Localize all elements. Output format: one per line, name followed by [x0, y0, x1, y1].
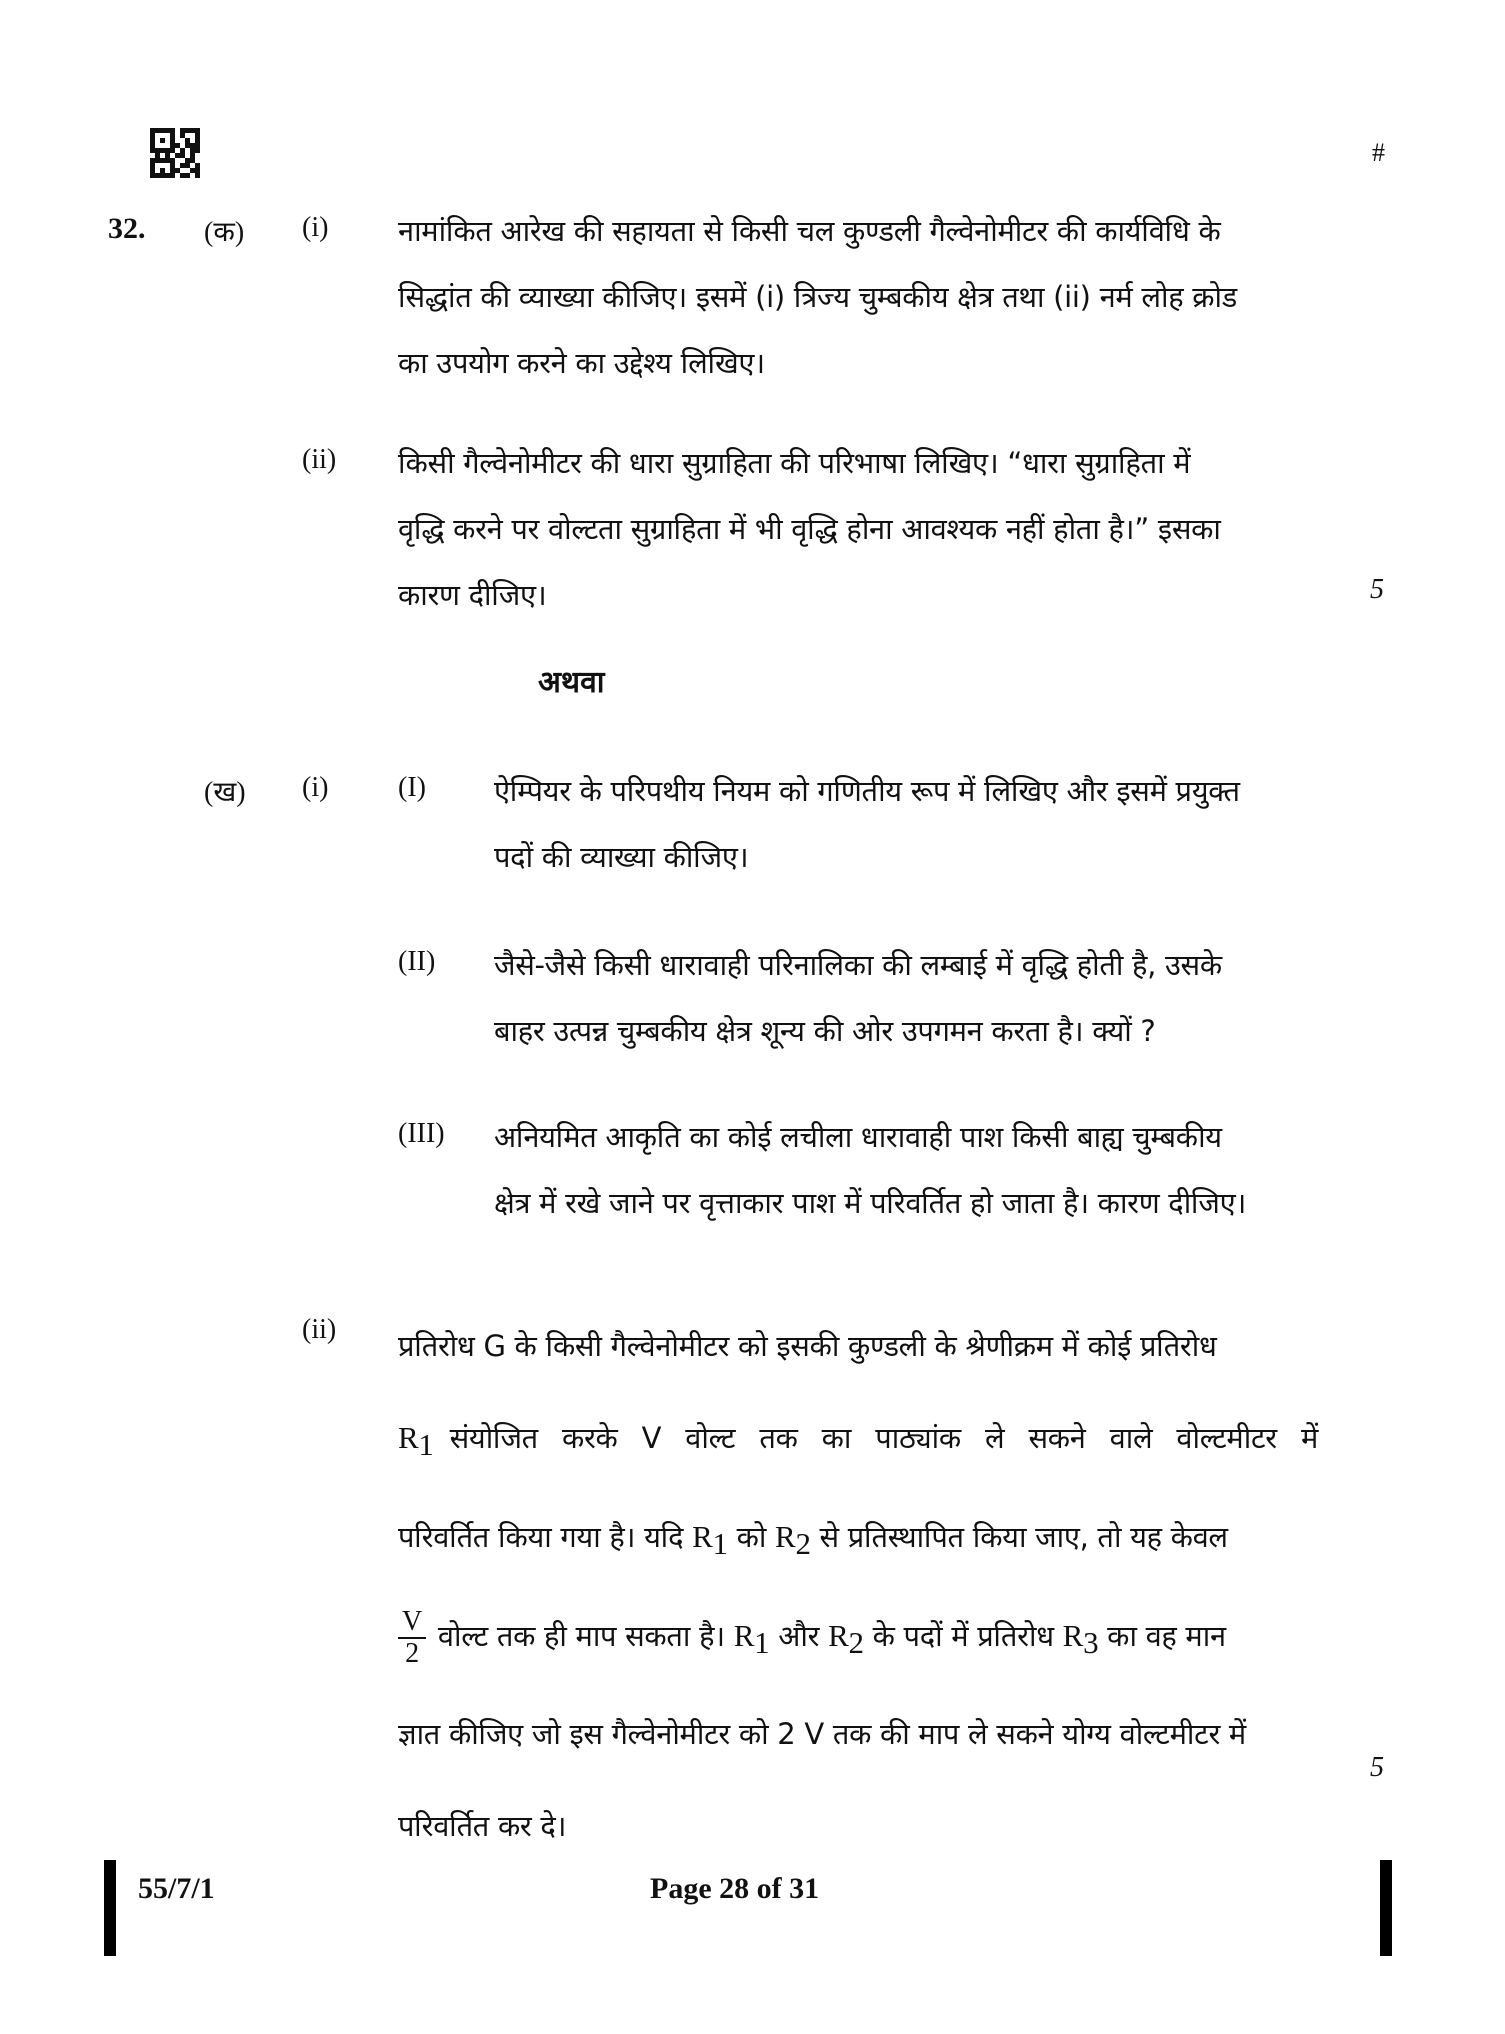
part-b-i-II-label: (II)	[398, 946, 436, 977]
part-b-marks: 5	[1370, 1752, 1384, 1783]
footer-left-bar	[104, 1860, 116, 1956]
part-a-i-text	[398, 198, 1318, 396]
part-b-i-III-text	[494, 1104, 1318, 1236]
part-b-i-I-label: (I)	[398, 772, 426, 803]
paper-code: 55/7/1	[138, 1872, 215, 1905]
text-line: प्रतिरोध G के किसी गैल्वेनोमीटर को इसकी कुण्डली के श्रेणीक्रम में कोई प्रतिरोध	[398, 1329, 1217, 1363]
fraction-v-over-2: $\frac{V}{2}$	[398, 1607, 426, 1669]
part-a-ii-label: (ii)	[302, 444, 337, 475]
qr-code	[150, 128, 200, 178]
text-line: कारण दीजिए।	[398, 578, 547, 612]
text-line: वृद्धि करने पर वोल्टता सुग्राहिता में भी वृद्धि होना आवश्यक नहीं होता है।” इसका	[398, 512, 1221, 546]
part-a-ii-text	[398, 430, 1318, 628]
part-b-ii-label: (ii)	[302, 1314, 337, 1345]
part-a-i-label: (i)	[302, 212, 329, 243]
text-line: अनियमित आकृति का कोई लचीला धारावाही पाश किसी बाह्य चुम्बकीय	[494, 1120, 1222, 1154]
text-line: परिवर्तित कर दे।	[398, 1809, 567, 1844]
text-line: ज्ञात कीजिए जो इस गैल्वेनोमीटर को 2 V तक की माप ले सकने योग्य वोल्टमीटर में	[398, 1717, 1246, 1752]
text-line: किसी गैल्वेनोमीटर की धारा सुग्राहिता की परिभाषा लिखिए। “धारा सुग्राहिता में	[398, 446, 1191, 480]
footer-right-bar	[1380, 1860, 1392, 1956]
part-b-ii-text	[398, 1300, 1318, 1872]
text-line: का उपयोग करने का उद्देश्य लिखिए।	[398, 346, 765, 380]
part-b-i-I-text	[494, 758, 1318, 890]
part-b-i-III-label: (III)	[398, 1118, 445, 1149]
text-line: ऐम्पियर के परिपथीय नियम को गणितीय रूप में लिखिए और इसमें प्रयुक्त	[494, 774, 1240, 808]
part-a-marks: 5	[1370, 574, 1384, 605]
text-line: पदों की व्याख्या कीजिए।	[494, 840, 749, 874]
part-a-label: (क)	[204, 217, 245, 248]
page-number: Page 28 of 31	[650, 1872, 820, 1905]
text-line: परिवर्तित किया गया है। यदि $R_1$ को $R_2$ से प्रतिस्थापित किया जाए, तो यह केवल	[398, 1518, 1228, 1561]
text-line: नामांकित आरेख की सहायता से किसी चल कुण्डली गैल्वेनोमीटर की कार्यविधि के	[398, 214, 1221, 248]
or-divider: अथवा	[538, 665, 605, 700]
text-line: $R_1$ संयोजित करके V वोल्ट तक का पाठ्यांक ले सकने वाले वोल्टमीटर में	[398, 1420, 1318, 1462]
part-b-i-label: (i)	[302, 772, 329, 803]
text-line: बाहर उत्पन्न चुम्बकीय क्षेत्र शून्य की ओर उपगमन करता है। क्यों ?	[494, 1014, 1156, 1048]
text-line: $\frac{V}{2}$ वोल्ट तक ही माप सकता है। $R_1$ और $R_2$ के पदों में प्रतिरोध $R_3$ का वह मान	[398, 1590, 1318, 1689]
text-line: क्षेत्र में रखे जाने पर वृत्ताकार पाश में परिवर्तित हो जाता है। कारण दीजिए।	[494, 1186, 1247, 1220]
text-line: जैसे-जैसे किसी धारावाही परिनालिका की लम्बाई में वृद्धि होती है, उसके	[494, 948, 1222, 982]
text-line: सिद्धांत की व्याख्या कीजिए। इसमें (i) त्रिज्य चुम्बकीय क्षेत्र तथा (ii) नर्म लोह क्रोड	[398, 280, 1237, 314]
question-number: 32.	[108, 212, 146, 245]
part-b-i-II-text	[494, 932, 1318, 1064]
page-mark: #	[1372, 138, 1385, 167]
part-b-label: (ख)	[204, 777, 246, 808]
